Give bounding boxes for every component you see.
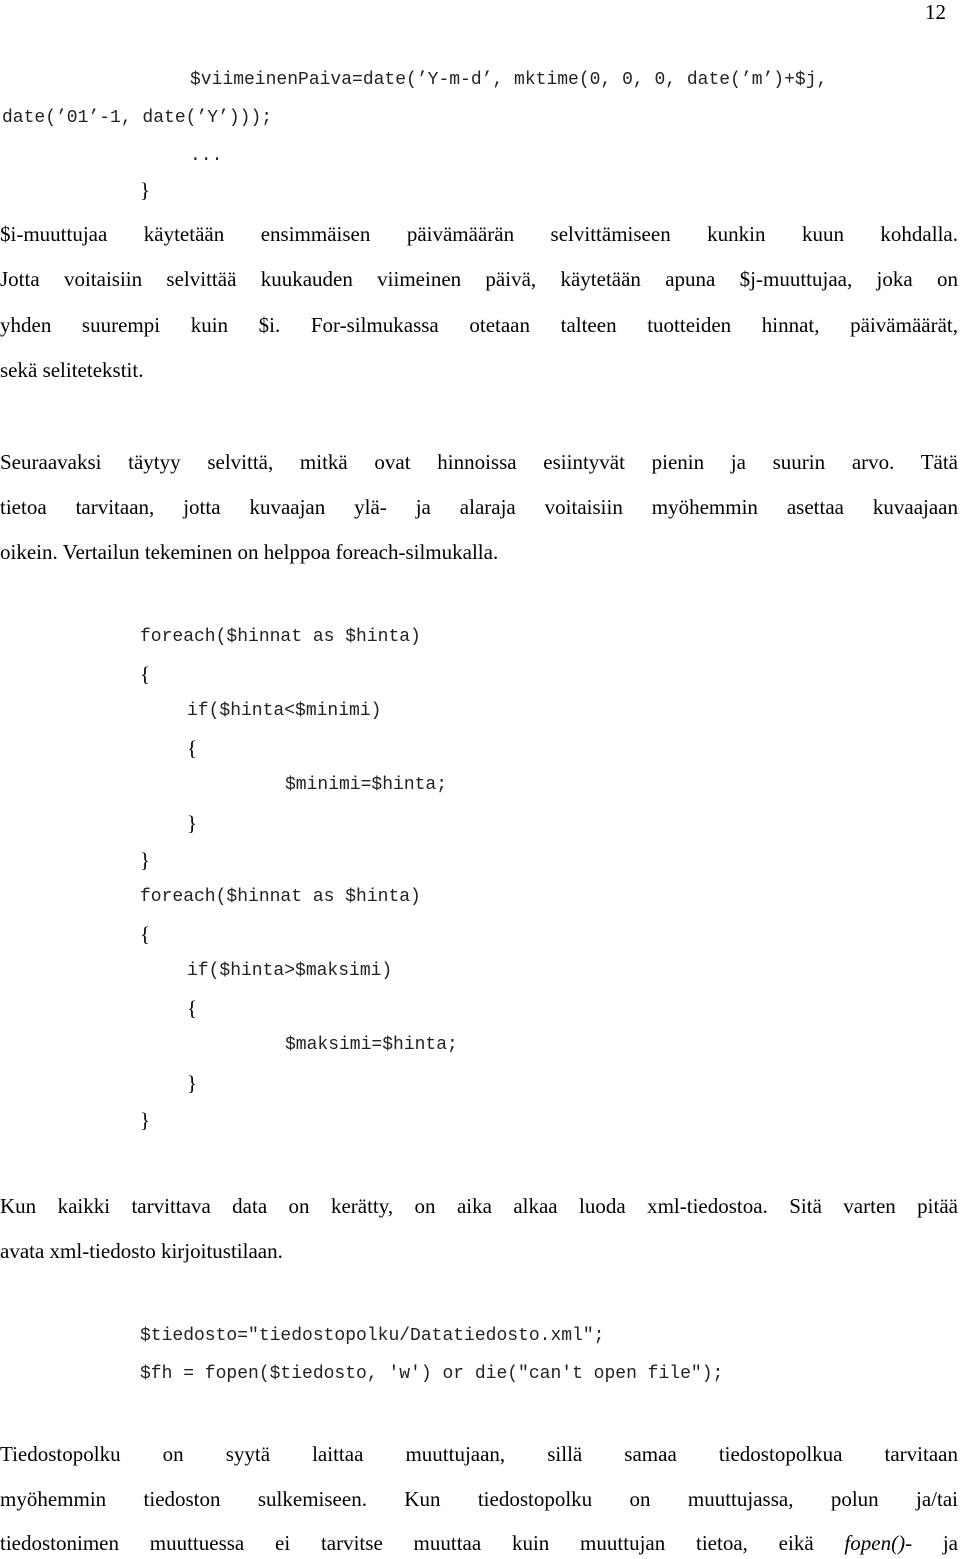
code-line: } xyxy=(140,848,151,872)
paragraph-line: myöhemmin tiedoston sulkemiseen. Kun tiedostopolku on muuttujassa, polun ja/tai xyxy=(0,1487,958,1511)
paragraph-line: yhden suurempi kuin $i. For-silmukassa otetaan talteen tuotteiden hinnat, päivämäärät, xyxy=(0,313,958,337)
function-name: fopen() xyxy=(844,1531,906,1555)
code-line: { xyxy=(140,922,151,946)
code-line: $viimeinenPaiva=date(’Y-m-d’, mktime(0, 0, 0, date(’m’)+$j, xyxy=(190,70,828,90)
paragraph-line: tietoa tarvitaan, jotta kuvaajan ylä- ja alaraja voitaisiin myöhemmin asettaa kuvaajaan xyxy=(0,495,958,519)
paragraph-line: avata xml-tiedosto kirjoitustilaan. xyxy=(0,1239,283,1263)
paragraph-line: Kun kaikki tarvittava data on kerätty, on aika alkaa luoda xml-tiedostoa. Sitä varten pitää xyxy=(0,1194,958,1218)
code-line: $fh = fopen($tiedosto, 'w') or die("can't open file"); xyxy=(140,1364,724,1384)
paragraph-text: - ja xyxy=(905,1531,958,1555)
paragraph-line: oikein. Vertailun tekeminen on helppoa foreach-silmukalla. xyxy=(0,540,499,564)
code-line: } xyxy=(140,178,151,202)
code-line: $tiedosto="tiedostopolku/Datatiedosto.xml"; xyxy=(140,1326,605,1346)
code-line: if($hinta<$minimi) xyxy=(187,701,382,721)
page-number: 12 xyxy=(925,0,946,24)
code-line: date(’01’-1, date(’Y’))); xyxy=(2,108,273,128)
code-line: foreach($hinnat as $hinta) xyxy=(140,887,421,907)
paragraph-text: tiedostonimen muuttuessa ei tarvitse muuttaa kuin muuttujan tietoa, eikä xyxy=(0,1531,814,1555)
code-line: { xyxy=(187,736,198,760)
code-line: $maksimi=$hinta; xyxy=(285,1035,458,1055)
paragraph-line: sekä selitetekstit. xyxy=(0,358,144,382)
code-line: } xyxy=(187,1071,198,1095)
paragraph-line: Tiedostopolku on syytä laittaa muuttujaan, sillä samaa tiedostopolkua tarvitaan xyxy=(0,1442,958,1466)
paragraph-line-last xyxy=(0,1531,958,1556)
paragraph-line: Seuraavaksi täytyy selvittä, mitkä ovat hinnoissa esiintyvät pienin ja suurin arvo. Tätä xyxy=(0,450,958,474)
code-line: $minimi=$hinta; xyxy=(285,775,448,795)
code-line: } xyxy=(140,1108,151,1132)
code-line: foreach($hinnat as $hinta) xyxy=(140,627,421,647)
code-line: if($hinta>$maksimi) xyxy=(187,961,393,981)
paragraph-line: $i-muuttujaa käytetään ensimmäisen päivämäärän selvittämiseen kunkin kuun kohdalla. xyxy=(0,222,958,246)
code-line: { xyxy=(140,662,151,686)
code-line: { xyxy=(187,996,198,1020)
code-line: ... xyxy=(190,146,223,166)
paragraph-line: Jotta voitaisiin selvittää kuukauden viimeinen päivä, käytetään apuna $j-muuttujaa, joka on xyxy=(0,267,958,291)
code-line: } xyxy=(187,811,198,835)
